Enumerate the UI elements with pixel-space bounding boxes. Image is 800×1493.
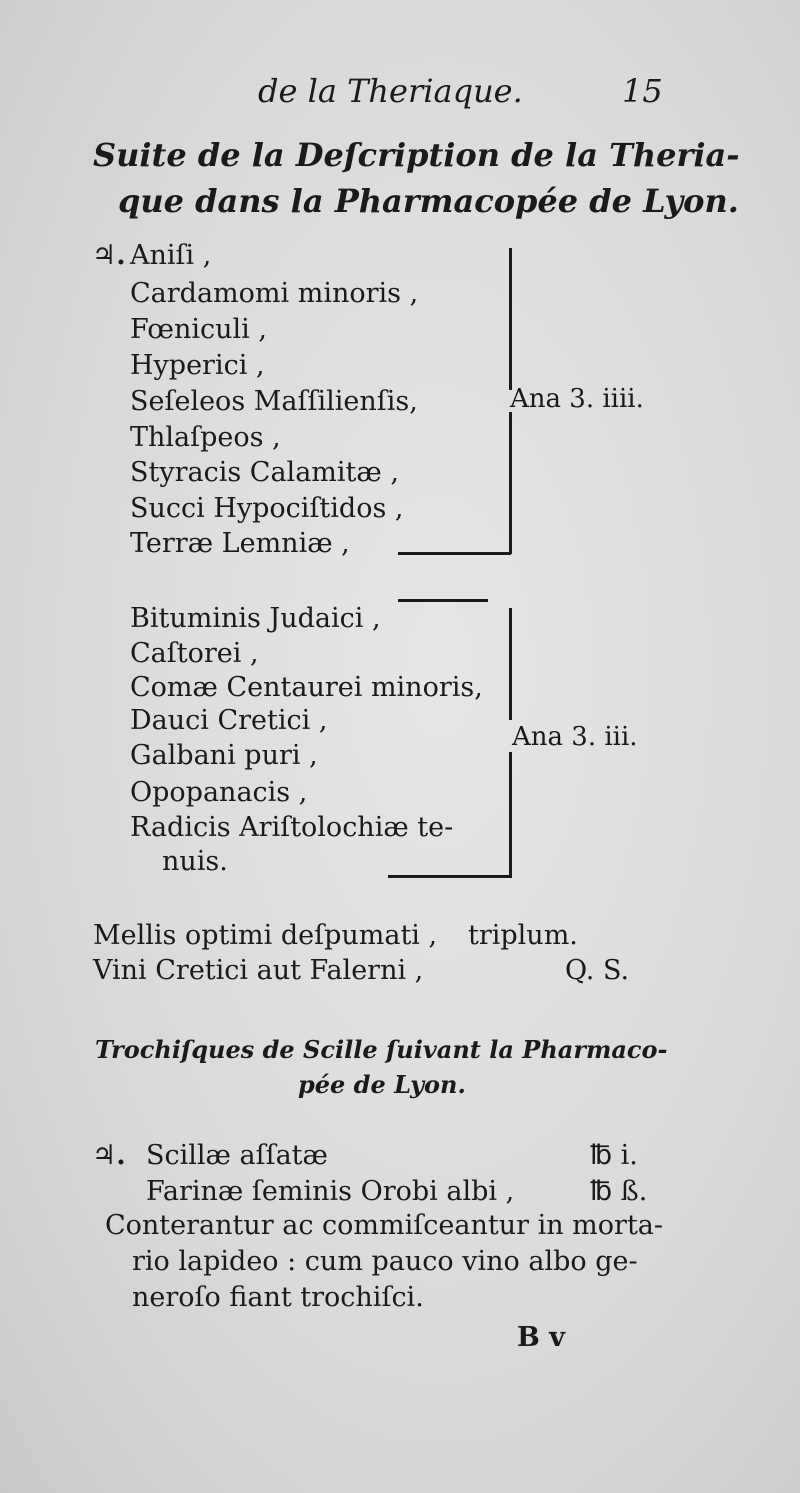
instruction-line: Conterantur ac commiſceantur in morta- [105, 1210, 664, 1241]
wine-line: Vini Cretici aut Falerni , [93, 955, 424, 986]
brace-lower [509, 412, 512, 554]
ingredient: Seſeleos Maſſilienſis, [130, 386, 418, 417]
ingredient: nuis. [162, 846, 228, 877]
brace-lower [509, 752, 512, 878]
amount: ℔ i. [590, 1140, 638, 1171]
brace-upper [509, 608, 512, 720]
instruction-line: rio lapideo : cum pauco vino albo ge- [132, 1246, 638, 1277]
ingredient: Fœniculi , [130, 314, 267, 345]
dose-label: Ana 3. iii. [512, 722, 638, 752]
brace-upper [509, 248, 512, 390]
amount: ℔ ß. [590, 1176, 648, 1207]
running-title: de la Theriaque. [258, 72, 523, 110]
ingredient: Scillæ aſſatæ [146, 1140, 328, 1171]
ingredient: Radicis Ariſtolochiæ te- [130, 812, 454, 843]
section1-title-line1: Suite de la Deſcription de la Theria- [93, 136, 740, 174]
ingredient: Cardamomi minoris , [130, 278, 419, 309]
jupiter-symbol: ♃. [92, 1140, 126, 1171]
dose-label: Ana 3. iiii. [510, 384, 644, 414]
ingredient: Caſtorei , [130, 638, 259, 669]
ingredient: Terræ Lemniæ , [130, 528, 350, 559]
ingredient: Succi Hypociſtidos , [130, 493, 404, 524]
section1-title-line2: que dans la Pharmacopée de Lyon. [118, 182, 739, 220]
jupiter-symbol: ♃. [92, 240, 126, 271]
page-number: 15 [622, 72, 663, 110]
section2-title-line2: pée de Lyon. [298, 1070, 466, 1099]
ingredient: Bituminis Judaici , [130, 603, 381, 634]
ingredient: Thlaſpeos , [130, 422, 281, 453]
honey-amount: triplum. [468, 920, 578, 951]
ingredient: Aniſi , [130, 240, 212, 271]
honey-line: Mellis optimi deſpumati , [93, 920, 438, 951]
brace-bottom-rule [388, 875, 511, 878]
brace-bottom-rule [398, 552, 511, 555]
ingredient: Hyperici , [130, 350, 265, 381]
section2-title-line1: Trochiſques de Scille ſuivant la Pharmaco- [95, 1035, 668, 1064]
brace-top-rule [398, 599, 488, 602]
signature-mark: B v [517, 1322, 565, 1353]
ingredient: Opopanacis , [130, 777, 308, 808]
ingredient: Comæ Centaurei minoris, [130, 672, 483, 703]
ingredient: Galbani puri , [130, 740, 318, 771]
ingredient: Farinæ ſeminis Orobi albi , [146, 1176, 515, 1207]
wine-amount: Q. S. [565, 955, 630, 986]
instruction-line: neroſo fiant trochiſci. [132, 1282, 424, 1313]
ingredient: Dauci Cretici , [130, 705, 328, 736]
ingredient: Styracis Calamitæ , [130, 457, 399, 488]
